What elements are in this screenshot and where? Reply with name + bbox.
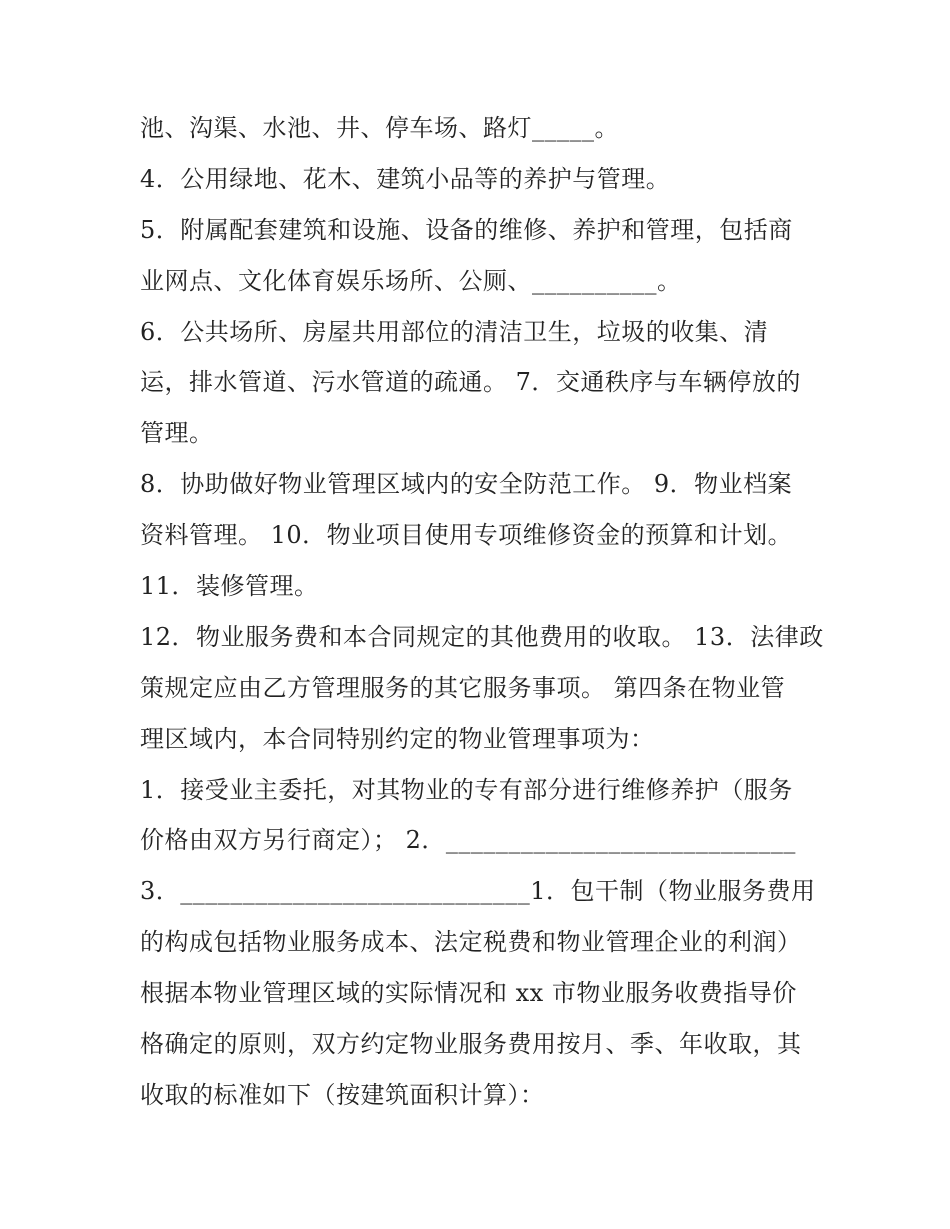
text-line: 6．公共场所、房屋共用部位的清洁卫生，垃圾的收集、清 (140, 317, 769, 346)
text-line: 策规定应由乙方管理服务的其它服务事项。 第四条在物业管 (140, 673, 786, 702)
text-line: 11．装修管理。 (140, 572, 319, 601)
text-line: 池、沟渠、水池、井、停车场、路灯_____。 (140, 114, 619, 142)
text-line: 理区域内，本合同特别约定的物业管理事项为： (140, 724, 655, 753)
text-line: 5．附属配套建筑和设施、设备的维修、养护和管理，包括商 (140, 215, 793, 244)
text-line: 价格由双方另行商定）； 2．____________________________ (140, 826, 796, 855)
text-line: 1．接受业主委托，对其物业的专有部分进行维修养护（服务 (140, 775, 793, 804)
text-line: 格确定的原则，双方约定物业服务费用按月、季、年收取，其 (140, 1030, 802, 1059)
text-line: 的构成包括物业服务成本、法定税费和物业管理企业的利润） (140, 928, 802, 957)
text-line: 3．____________________________1．包干制（物业服务费用 (140, 877, 816, 906)
text-line: 12．物业服务费和本合同规定的其他费用的收取。 13．法律政 (140, 622, 824, 651)
text-line: 根据本物业管理区域的实际情况和 xx 市物业服务收费指导价 (140, 979, 797, 1008)
text-line: 8．协助做好物业管理区域内的安全防范工作。 9．物业档案 (140, 470, 793, 499)
text-line: 资料管理。 10．物业项目使用专项维修资金的预算和计划。 (140, 521, 793, 550)
text-line: 4．公用绿地、花木、建筑小品等的养护与管理。 (140, 164, 671, 193)
text-line: 管理。 (140, 419, 214, 448)
text-line: 收取的标准如下（按建筑面积计算）： (140, 1080, 545, 1109)
text-line: 运，排水管道、污水管道的疏通。 7．交通秩序与车辆停放的 (140, 368, 801, 397)
document-page (140, 103, 840, 1121)
text-line: 业网点、文化体育娱乐场所、公厕、__________。 (140, 266, 682, 295)
